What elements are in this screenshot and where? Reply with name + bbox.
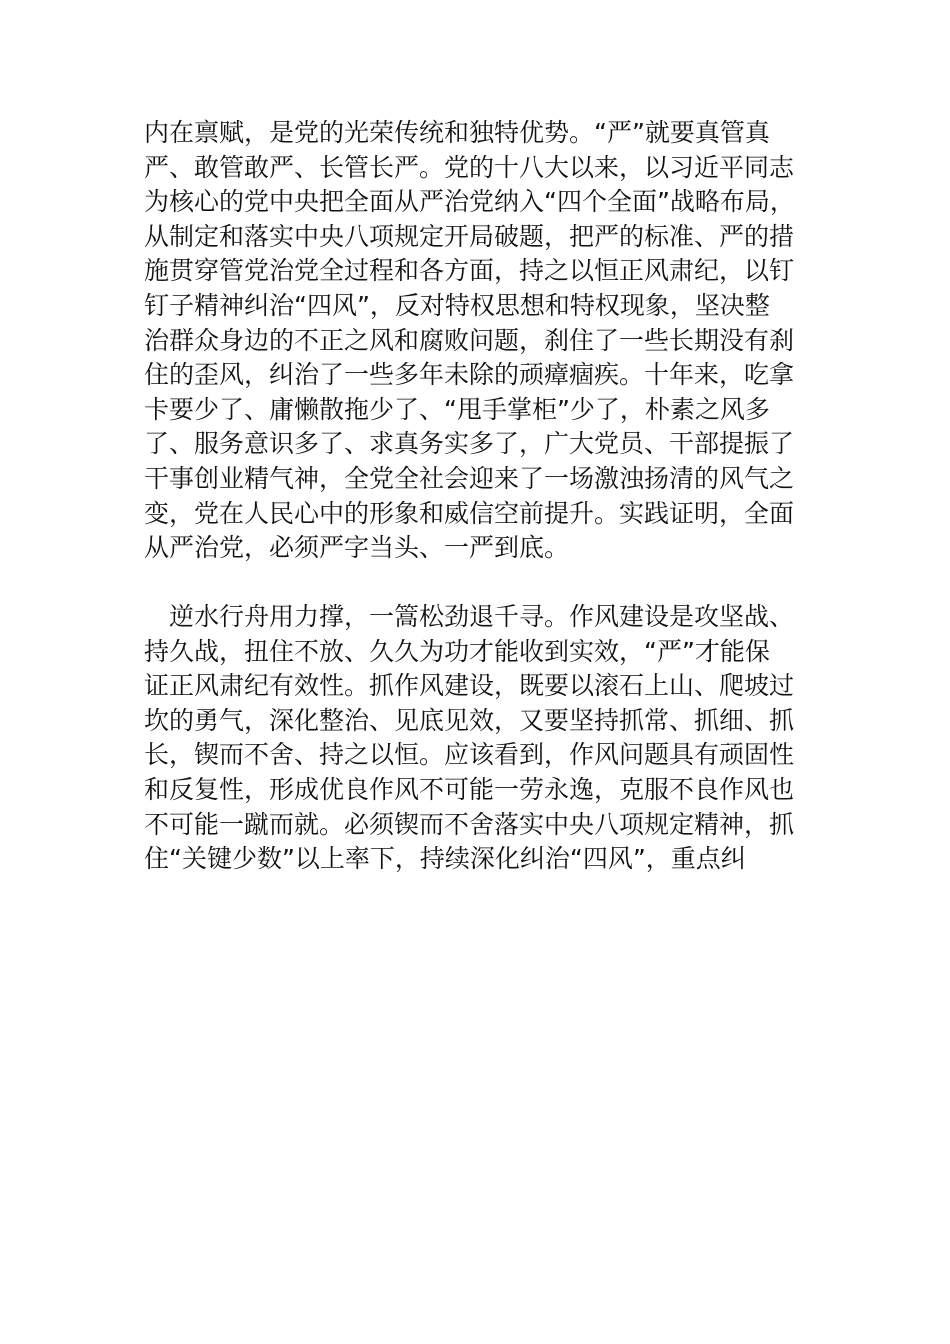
text-line: 证正风肃纪有效性。抓作风建设，既要以滚石上山、爬坡过 — [144, 671, 795, 701]
text-line: 和反复性，形成优良作风不可能一劳永逸，克服不良作风也 — [144, 774, 795, 804]
text-line: 逆水行舟用力撑，一篙松劲退千寻。作风建设是攻坚战、 — [144, 602, 795, 631]
text-line: 持久战，扭住不放、久久为功才能收到实效，“严”才能保 — [144, 636, 770, 666]
text-line: 严、敢管敢严、长管长严。党的十八大以来，以习近平同志 — [144, 152, 795, 182]
text-line: 坎的勇气，深化整治、见底见效，又要坚持抓常、抓细、抓 — [144, 705, 795, 735]
text-line: 治群众身边的不正之风和腐败问题，刹住了一些长期没有刹 — [144, 325, 795, 355]
text-line: 从严治党，必须严字当头、一严到底。 — [144, 533, 570, 563]
text-line: 住“关键少数”以上率下，持续深化纠治“四风”，重点纠 — [144, 844, 746, 874]
text-line: 内在禀赋，是党的光荣传统和独特优势。“严”就要真管真 — [144, 118, 770, 147]
text-line: 钉子精神纠治“四风”，反对特权思想和特权现象，坚决整 — [144, 290, 770, 320]
text-line: 不可能一蹴而就。必须锲而不舍落实中央八项规定精神，抓 — [144, 809, 795, 839]
paragraph-1 — [144, 116, 844, 566]
text-line: 施贯穿管党治党全过程和各方面，持之以恒正风肃纪，以钉 — [144, 256, 795, 286]
text-line: 从制定和落实中央八项规定开局破题，把严的标准、严的措 — [144, 221, 795, 251]
text-line: 变，党在人民心中的形象和威信空前提升。实践证明，全面 — [144, 498, 795, 528]
paragraph-2 — [144, 600, 844, 877]
text-line: 为核心的党中央把全面从严治党纳入“四个全面”战略布局， — [144, 187, 795, 217]
text-line: 干事创业精气神，全党全社会迎来了一场激浊扬清的风气之 — [144, 463, 795, 493]
text-line: 长，锲而不舍、持之以恒。应该看到，作风问题具有顽固性 — [144, 740, 795, 770]
text-line: 卡要少了、庸懒散拖少了、“甩手掌柜”少了，朴素之风多 — [144, 394, 770, 424]
text-line: 了、服务意识多了、求真务实多了，广大党员、干部提振了 — [144, 429, 795, 459]
text-line: 住的歪风，纠治了一些多年未除的顽瘴痼疾。十年来，吃拿 — [144, 360, 795, 390]
